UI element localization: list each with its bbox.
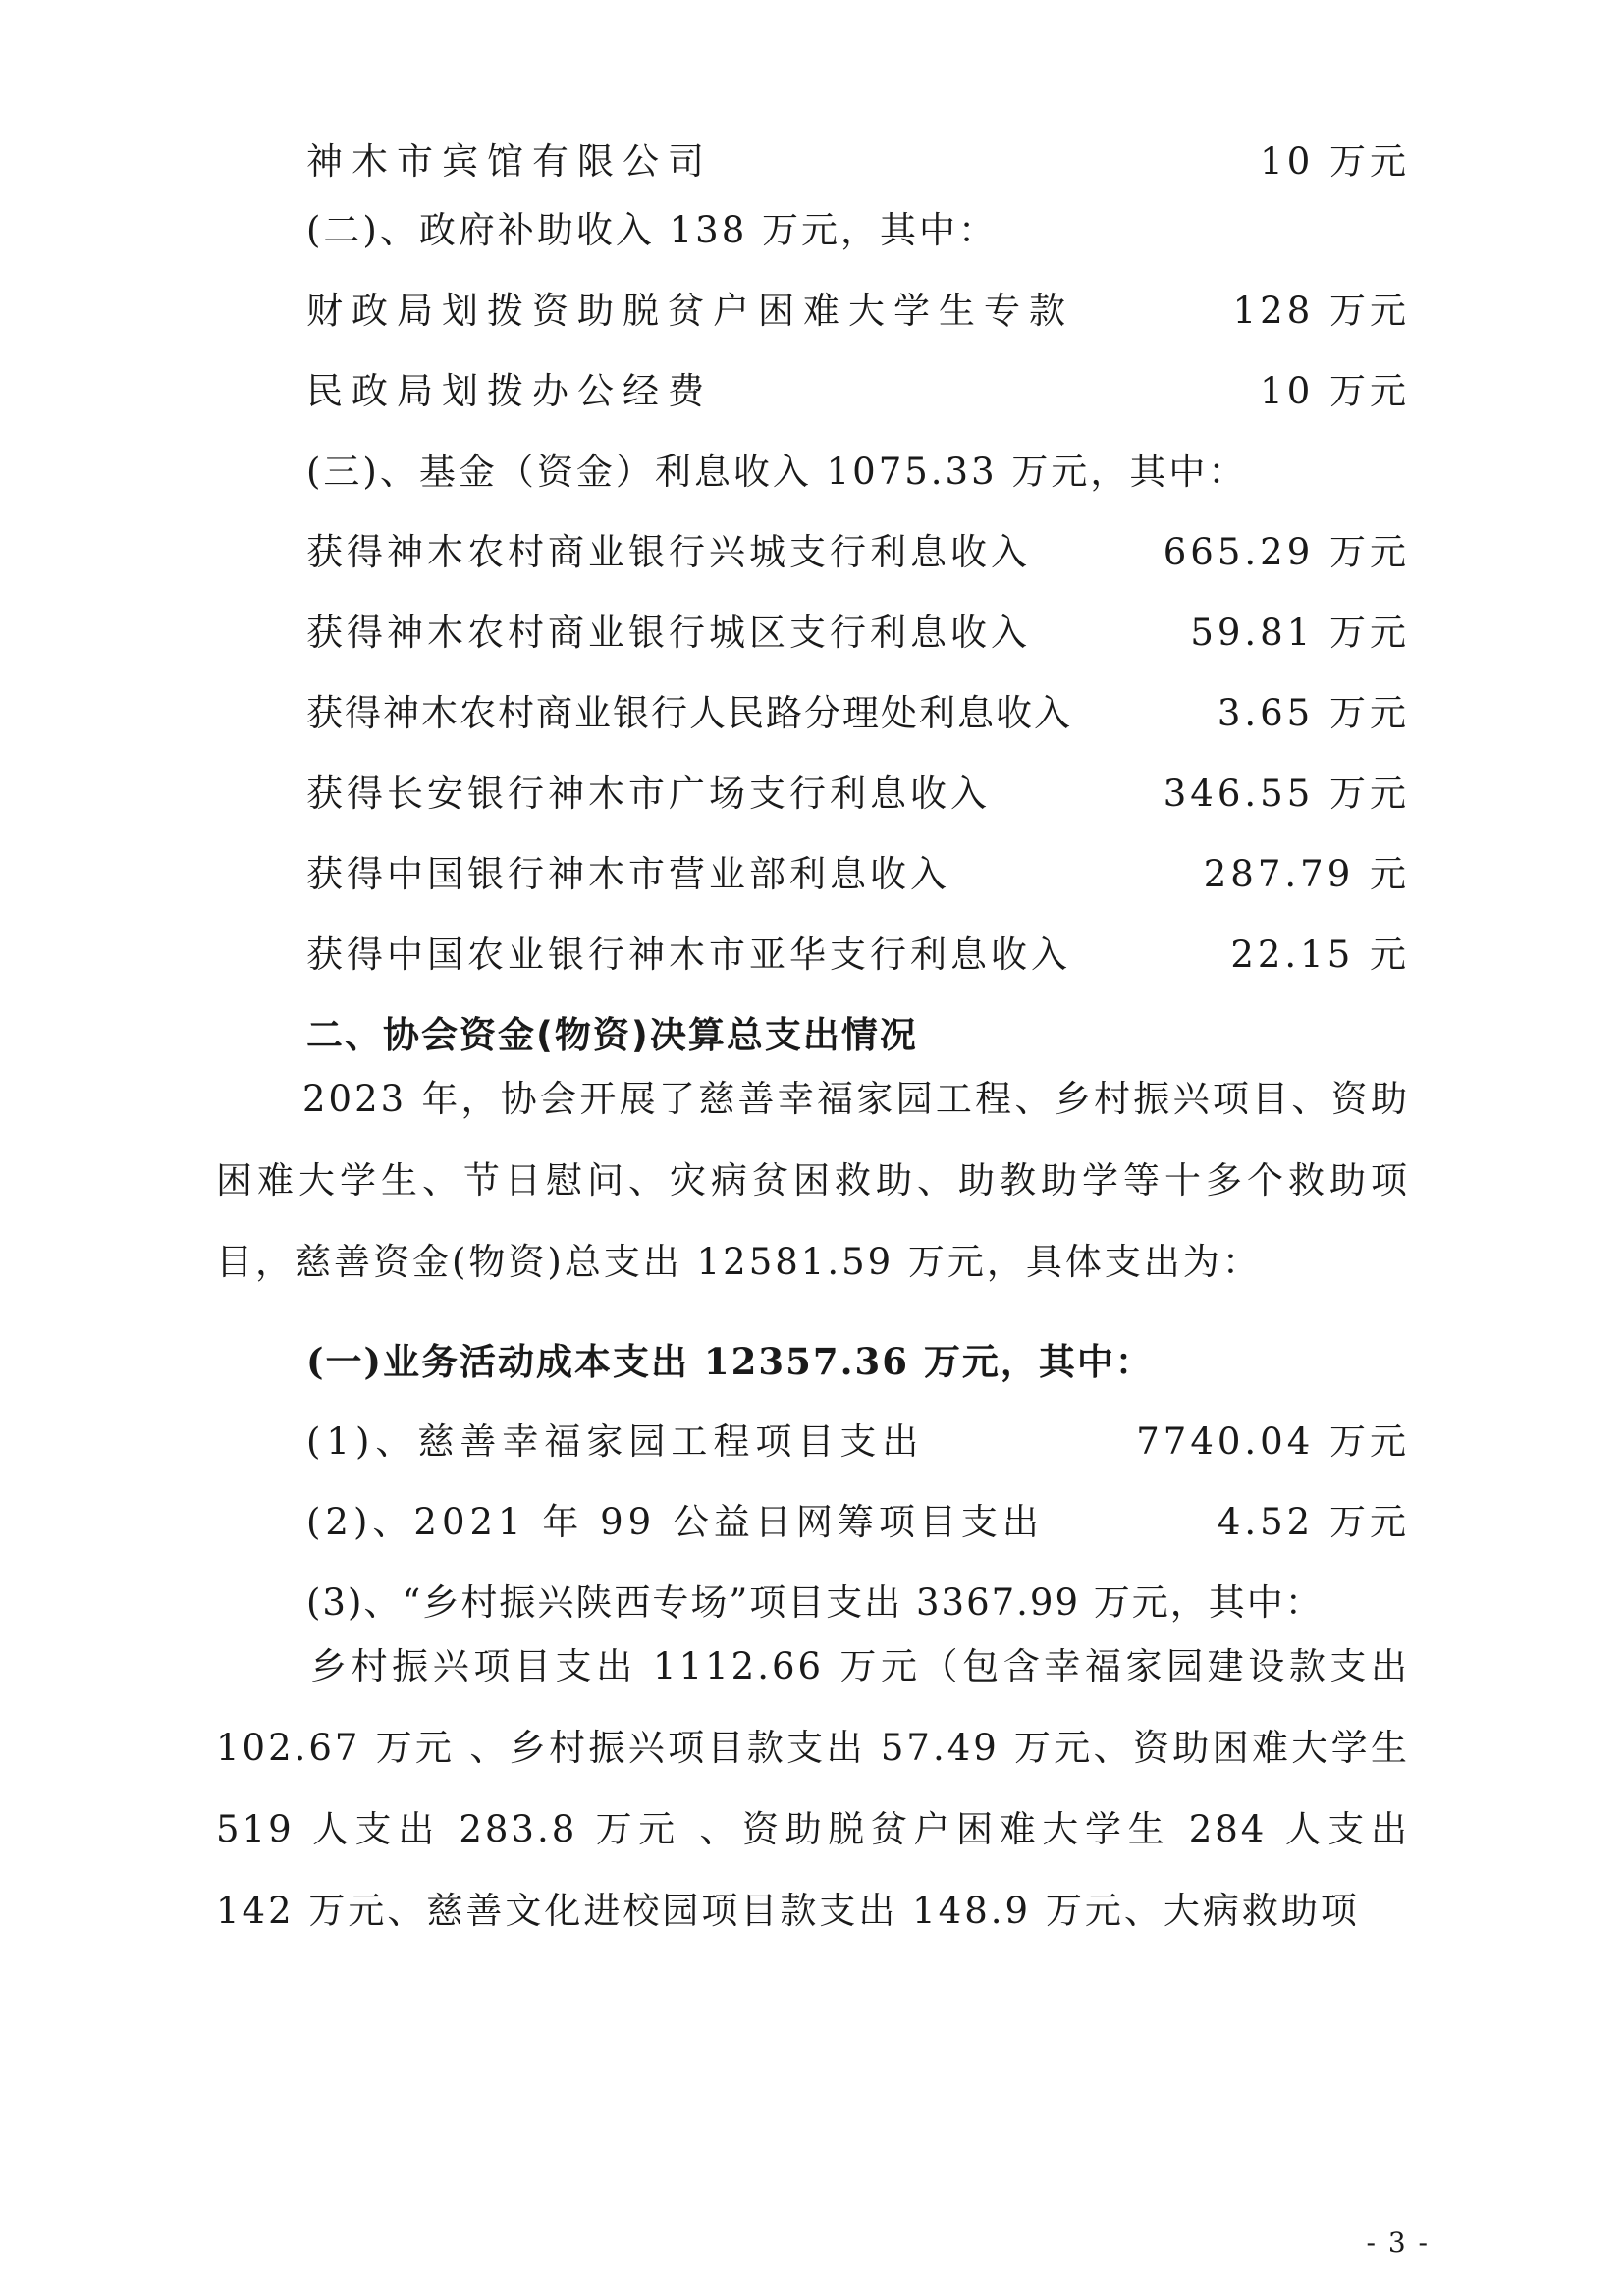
interest-heading-text: (三)、基金（资金）利息收入 1075.33 万元，其中：: [306, 451, 1248, 493]
expense-item-label: (2)、2021 年 99 公益日网筹项目支出: [306, 1501, 1044, 1543]
gov-item-finance: [0, 277, 1624, 346]
expense-item-amount: 7740.04 万元: [1136, 1420, 1410, 1463]
interest-item-amount: 346.55 万元: [1163, 773, 1410, 815]
gov-item-amount: 128 万元: [1232, 290, 1410, 332]
interest-item-amount: 665.29 万元: [1163, 531, 1410, 573]
interest-item: [0, 518, 1624, 587]
interest-item-label: 获得神木农村商业银行人民路分理处利息收入: [306, 692, 1072, 734]
interest-heading: [0, 438, 1624, 507]
interest-item-amount: 3.65 万元: [1217, 692, 1410, 734]
expense-item-amount: 4.52 万元: [1217, 1501, 1410, 1543]
interest-item-label: 获得中国农业银行神木市亚华支行利息收入: [306, 934, 1071, 976]
business-cost-heading: [0, 1327, 1624, 1396]
interest-item: [0, 840, 1624, 909]
interest-item: [0, 760, 1624, 828]
interest-item: [0, 679, 1624, 748]
gov-item-amount: 10 万元: [1260, 370, 1410, 412]
income-item-amount: 10 万元: [1260, 140, 1410, 183]
business-cost-heading-text: (一)业务活动成本支出 12357.36 万元，其中：: [306, 1340, 1154, 1383]
expense-intro-paragraph: 2023 年，协会开展了慈善幸福家园工程、乡村振兴项目、资助困难大学生、节日慰问、灾病贫困救助、助教助学等十多个救助项目，慈善资金(物资)总支出 12581.59 万元，具体支出为：: [216, 1078, 1410, 1283]
interest-item-label: 获得中国银行神木市营业部利息收入: [306, 853, 950, 895]
interest-item: [0, 921, 1624, 989]
income-item-label: 神木市宾馆有限公司: [306, 140, 713, 183]
expense-item-label: (1)、慈善幸福家园工程项目支出: [306, 1420, 925, 1463]
interest-item-amount: 59.81 万元: [1190, 612, 1410, 654]
expense-section-heading-text: 二、协会资金(物资)决算总支出情况: [306, 1014, 918, 1056]
gov-subsidy-heading: [0, 196, 1624, 265]
income-item-hotel: [0, 128, 1624, 196]
interest-item-label: 获得长安银行神木市广场支行利息收入: [306, 773, 991, 815]
gov-item-civil: [0, 357, 1624, 426]
gov-item-label: 民政局划拨办公经费: [306, 370, 713, 412]
interest-item-label: 获得神木农村商业银行城区支行利息收入: [306, 612, 1031, 654]
gov-item-label: 财政局划拨资助脱贫户困难大学生专款: [306, 290, 1074, 332]
page-number: - 3 -: [1366, 2226, 1430, 2259]
expense-item3-detail: 乡村振兴项目支出 1112.66 万元（包含幸福家园建设款支出 102.67 万元 、乡村振兴项目款支出 57.49 万元、资助困难大学生 519 人支出 283.8 万元 、资助脱贫户困难大学生 284 人支出 142 万元、慈善文化进校园项目款支出 148.9 万元、大病救助项: [216, 1645, 1410, 1932]
interest-item-amount: 287.79 元: [1203, 853, 1410, 895]
expense-item: [0, 1408, 1624, 1476]
gov-subsidy-heading-text: (二)、政府补助收入 138 万元，其中：: [306, 209, 999, 251]
interest-item: [0, 599, 1624, 667]
expense-item: [0, 1488, 1624, 1557]
interest-item-label: 获得神木农村商业银行兴城支行利息收入: [306, 531, 1031, 573]
interest-item-amount: 22.15 元: [1230, 934, 1410, 976]
expense-item3-heading-text: (3)、“乡村振兴陕西专场”项目支出 3367.99 万元，其中：: [306, 1581, 1324, 1624]
